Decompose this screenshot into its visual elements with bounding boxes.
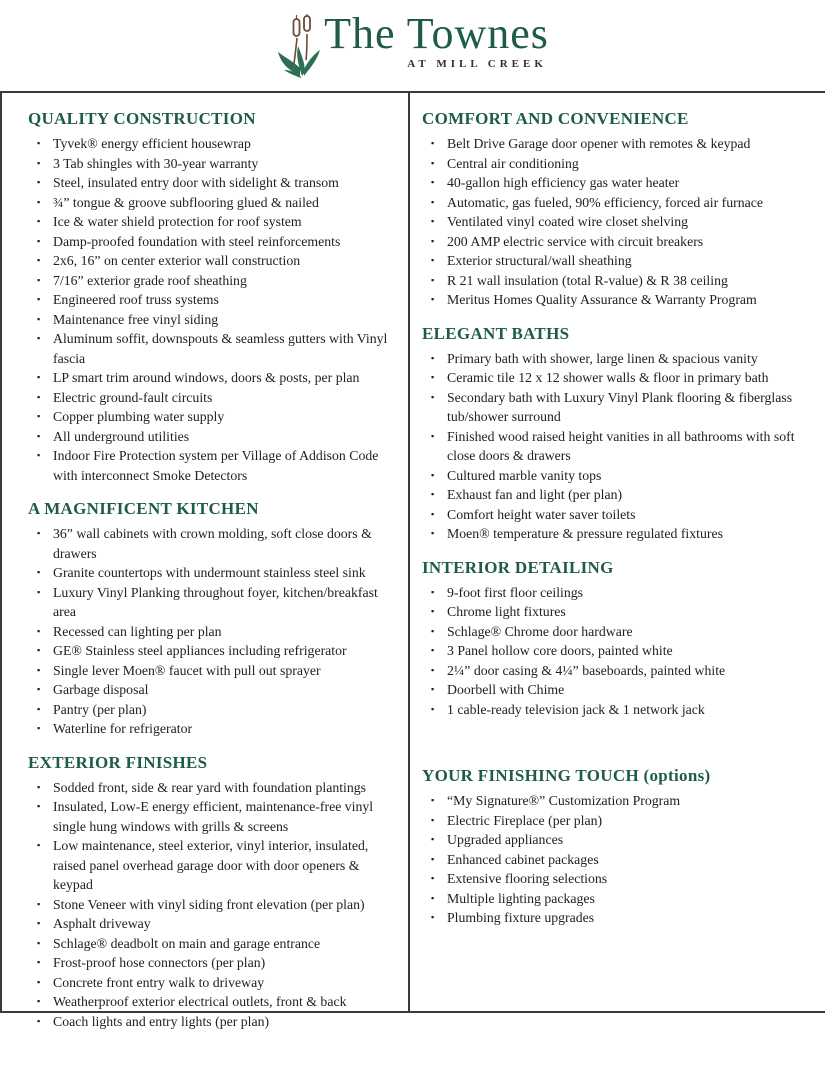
square-bullet-icon: ▪ — [37, 138, 41, 148]
feature-item — [422, 193, 797, 213]
square-bullet-icon: ▪ — [37, 430, 41, 441]
feature-item — [422, 485, 797, 505]
item-text: Granite countertops with undermount stainless steel sink — [53, 565, 366, 580]
feature-item — [422, 583, 797, 603]
square-bullet-icon: ▪ — [431, 684, 435, 694]
item-text: Belt Drive Garage door opener with remotes & keypad — [447, 136, 751, 151]
square-bullet-icon: ▪ — [37, 937, 41, 948]
feature-item — [28, 953, 402, 973]
square-bullet-icon: ▪ — [37, 391, 41, 402]
item-text: Schlage® deadbolt on main and garage entrance — [53, 935, 321, 951]
section-heading: COMFORT AND CONVENIENCE — [422, 109, 689, 128]
feature-item — [28, 583, 402, 622]
item-text: Secondary bath with Luxury Vinyl Plank flooring & fiberglass tub/shower surround — [447, 389, 793, 424]
square-bullet-icon: ▪ — [37, 313, 41, 324]
item-text: Waterline for refrigerator — [53, 721, 193, 736]
square-bullet-icon: ▪ — [431, 216, 435, 226]
feature-item — [28, 680, 402, 700]
item-text: Multiple lighting packages — [447, 890, 595, 906]
section — [28, 498, 402, 739]
column-right — [410, 93, 825, 1011]
square-bullet-icon: ▪ — [431, 372, 435, 382]
feature-item — [28, 329, 402, 368]
feature-list — [422, 791, 797, 928]
square-bullet-icon: ▪ — [431, 664, 435, 675]
item-text: Exterior structural/wall sheathing — [447, 253, 632, 268]
item-text: Copper plumbing water supply — [53, 409, 225, 424]
feature-item — [28, 212, 402, 232]
item-text: 3 Panel hollow core doors, painted white — [447, 643, 673, 658]
feature-item — [28, 427, 402, 447]
square-bullet-icon: ▪ — [431, 508, 435, 519]
feature-item — [28, 251, 402, 271]
square-bullet-icon: ▪ — [37, 840, 41, 850]
square-bullet-icon: ▪ — [431, 138, 435, 148]
item-text: Doorbell with Chime — [447, 682, 565, 697]
section-heading: INTERIOR DETAILING — [422, 557, 614, 577]
item-text: Aluminum soffit, downspouts & seamless gutters with Vinyl fascia — [53, 331, 388, 366]
item-text: 7/16” exterior grade roof sheathing — [53, 272, 247, 288]
item-text: Damp-proofed foundation with steel reinforcements — [53, 233, 341, 249]
feature-item — [28, 154, 402, 174]
feature-item — [28, 622, 402, 642]
feature-item — [28, 914, 402, 934]
feature-item — [422, 290, 797, 310]
feature-item — [422, 889, 797, 909]
item-text: Low maintenance, steel exterior, vinyl interior, insulated, raised panel overhead garage door with door openers & keypad — [53, 838, 369, 892]
feature-item — [422, 154, 797, 174]
square-bullet-icon: ▪ — [37, 450, 41, 460]
feature-item — [422, 680, 797, 700]
section — [422, 557, 797, 720]
square-bullet-icon: ▪ — [37, 177, 41, 187]
feature-item — [28, 797, 402, 836]
item-text: Extensive flooring selections — [447, 871, 608, 886]
square-bullet-icon: ▪ — [37, 255, 41, 265]
item-text: Comfort height water saver toilets — [447, 506, 636, 522]
feature-item — [28, 719, 402, 739]
feature-item — [28, 290, 402, 310]
logo-subtitle: AT MILL CREEK — [407, 58, 547, 70]
item-text: Electric ground-fault circuits — [53, 389, 213, 405]
item-text: Asphalt driveway — [53, 916, 151, 931]
item-text: Recessed can lighting per plan — [53, 623, 222, 639]
item-text: Stone Veneer with vinyl siding front elevation (per plan) — [53, 896, 365, 912]
square-bullet-icon: ▪ — [431, 352, 435, 363]
feature-item — [422, 505, 797, 525]
section — [28, 108, 402, 485]
section-heading: EXTERIOR FINISHES — [28, 752, 208, 772]
feature-item — [28, 232, 402, 252]
feature-item — [422, 869, 797, 889]
feature-columns — [0, 91, 825, 1029]
item-text: Coach lights and entry lights (per plan) — [53, 1013, 270, 1029]
feature-item — [422, 251, 797, 271]
square-bullet-icon: ▪ — [431, 177, 435, 187]
feature-item — [422, 134, 797, 154]
feature-item — [422, 524, 797, 544]
item-text: 2x6, 16” on center exterior wall construction — [53, 253, 301, 268]
item-text: ¾” tongue & groove subflooring glued & nailed — [53, 194, 319, 210]
item-text: Finished wood raised height vanities in all bathrooms with soft close doors & drawers — [447, 428, 795, 463]
square-bullet-icon: ▪ — [431, 606, 435, 616]
item-text: Exhaust fan and light (per plan) — [447, 487, 623, 502]
square-bullet-icon: ▪ — [431, 892, 435, 903]
square-bullet-icon: ▪ — [431, 834, 435, 844]
feature-item — [28, 388, 402, 408]
item-text: Central air conditioning — [447, 155, 579, 171]
item-text: Chrome light fixtures — [447, 604, 566, 619]
item-text: Plumbing fixture upgrades — [447, 910, 595, 925]
square-bullet-icon: ▪ — [37, 918, 41, 928]
feature-item — [28, 193, 402, 213]
item-text: Meritus Homes Quality Assurance & Warranty Program — [447, 292, 757, 307]
square-bullet-icon: ▪ — [37, 235, 41, 246]
square-bullet-icon: ▪ — [431, 586, 435, 597]
square-bullet-icon: ▪ — [37, 957, 41, 967]
section — [422, 765, 797, 928]
item-text: Insulated, Low-E energy efficient, maintenance-free vinyl single hung windows with grills & screens — [53, 799, 374, 834]
item-text: Frost-proof hose connectors (per plan) — [53, 955, 266, 970]
item-text: All underground utilities — [53, 428, 190, 444]
item-text: R 21 wall insulation (total R-value) & R 38 ceiling — [447, 272, 728, 288]
item-text: 9-foot first floor ceilings — [447, 584, 584, 600]
feature-item — [28, 271, 402, 291]
column-left — [2, 93, 410, 1029]
item-text: GE® Stainless steel appliances including refrigerator — [53, 643, 347, 658]
square-bullet-icon: ▪ — [37, 976, 41, 987]
feature-item — [28, 446, 402, 485]
item-text: 3 Tab shingles with 30-year warranty — [53, 155, 259, 171]
square-bullet-icon: ▪ — [431, 853, 435, 864]
feature-item — [422, 271, 797, 291]
feature-item — [422, 388, 797, 427]
item-text: Primary bath with shower, large linen & spacious vanity — [447, 350, 758, 366]
square-bullet-icon: ▪ — [37, 372, 41, 382]
feature-item — [28, 836, 402, 895]
feature-item — [422, 850, 797, 870]
item-text: Ice & water shield protection for roof system — [53, 214, 302, 229]
feature-item — [422, 661, 797, 681]
logo-title: The Townes — [324, 9, 549, 58]
feature-list — [28, 778, 402, 1032]
square-bullet-icon: ▪ — [431, 795, 435, 805]
square-bullet-icon: ▪ — [37, 567, 41, 577]
feature-item — [28, 661, 402, 681]
item-text: Concrete front entry walk to driveway — [53, 974, 265, 990]
item-text: Upgraded appliances — [447, 832, 564, 847]
item-text: Indoor Fire Protection system per Village of Addison Code with interconnect Smoke Detectors — [53, 448, 379, 483]
item-text: Engineered roof truss systems — [53, 292, 219, 307]
feature-item — [28, 778, 402, 798]
feature-item — [28, 973, 402, 993]
feature-item — [422, 830, 797, 850]
feature-item — [422, 368, 797, 388]
feature-item — [422, 173, 797, 193]
item-text: Cultured marble vanity tops — [447, 467, 602, 483]
square-bullet-icon: ▪ — [37, 664, 41, 675]
section — [28, 752, 402, 1032]
feature-item — [422, 811, 797, 831]
square-bullet-icon: ▪ — [431, 489, 435, 499]
item-text: Weatherproof exterior electrical outlets, front & back — [53, 994, 347, 1009]
square-bullet-icon: ▪ — [37, 703, 41, 714]
feature-item — [28, 934, 402, 954]
feature-list — [28, 134, 402, 485]
feature-item — [422, 466, 797, 486]
feature-list — [422, 349, 797, 544]
item-text: Single lever Moen® faucet with pull out sprayer — [53, 662, 321, 678]
square-bullet-icon: ▪ — [37, 294, 41, 304]
square-bullet-icon: ▪ — [431, 912, 435, 922]
item-text: 2¼” door casing & 4¼” baseboards, painted white — [447, 662, 726, 678]
square-bullet-icon: ▪ — [431, 391, 435, 402]
feature-item — [422, 908, 797, 928]
feature-item — [28, 368, 402, 388]
item-text: LP smart trim around windows, doors & posts, per plan — [53, 370, 360, 385]
feature-item — [422, 232, 797, 252]
feature-item — [28, 407, 402, 427]
square-bullet-icon: ▪ — [431, 528, 435, 538]
item-text: Electric Fireplace (per plan) — [447, 812, 603, 828]
item-text: Automatic, gas fueled, 90% efficiency, forced air furnace — [447, 194, 764, 210]
feature-item — [28, 134, 402, 154]
item-text: Luxury Vinyl Planking throughout foyer, kitchen/breakfast area — [53, 584, 378, 619]
square-bullet-icon: ▪ — [37, 196, 41, 207]
square-bullet-icon: ▪ — [37, 645, 41, 655]
square-bullet-icon: ▪ — [431, 274, 435, 285]
section-heading: ELEGANT BATHS — [422, 323, 570, 343]
feature-item — [28, 895, 402, 915]
item-text: Schlage® Chrome door hardware — [447, 623, 633, 639]
square-bullet-icon: ▪ — [37, 801, 41, 811]
square-bullet-icon: ▪ — [431, 255, 435, 265]
square-bullet-icon: ▪ — [37, 996, 41, 1006]
feature-item — [28, 641, 402, 661]
square-bullet-icon: ▪ — [431, 645, 435, 655]
feature-list — [28, 524, 402, 739]
feature-item — [422, 700, 797, 720]
item-text: Ceramic tile 12 x 12 shower walls & floor in primary bath — [447, 370, 769, 385]
square-bullet-icon: ▪ — [37, 411, 41, 421]
section — [422, 108, 797, 310]
square-bullet-icon: ▪ — [431, 625, 435, 636]
feature-item — [422, 427, 797, 466]
section-heading: YOUR FINISHING TOUCH (options) — [422, 766, 711, 785]
square-bullet-icon: ▪ — [431, 469, 435, 480]
logo — [0, 10, 825, 85]
square-bullet-icon: ▪ — [37, 333, 41, 343]
square-bullet-icon: ▪ — [37, 723, 41, 733]
square-bullet-icon: ▪ — [37, 586, 41, 597]
section-heading: QUALITY CONSTRUCTION — [28, 109, 256, 128]
square-bullet-icon: ▪ — [431, 873, 435, 883]
feature-item — [28, 524, 402, 563]
square-bullet-icon: ▪ — [431, 430, 435, 441]
square-bullet-icon: ▪ — [37, 684, 41, 694]
feature-item — [422, 622, 797, 642]
square-bullet-icon: ▪ — [37, 528, 41, 538]
cattail-icon — [276, 14, 322, 85]
item-text: “My Signature®” Customization Program — [447, 793, 681, 808]
feature-item — [422, 791, 797, 811]
feature-list — [422, 583, 797, 720]
feature-item — [28, 173, 402, 193]
item-text: Sodded front, side & rear yard with foundation plantings — [53, 779, 367, 795]
item-text: 1 cable-ready television jack & 1 network jack — [447, 701, 705, 717]
feature-item — [422, 349, 797, 369]
item-text: Steel, insulated entry door with sidelight & transom — [53, 175, 339, 190]
feature-item — [422, 602, 797, 622]
square-bullet-icon: ▪ — [431, 235, 435, 246]
square-bullet-icon: ▪ — [431, 294, 435, 304]
square-bullet-icon: ▪ — [37, 274, 41, 285]
item-text: Maintenance free vinyl siding — [53, 311, 219, 327]
feature-item — [28, 992, 402, 1012]
square-bullet-icon: ▪ — [37, 157, 41, 168]
feature-item — [422, 212, 797, 232]
feature-item — [28, 563, 402, 583]
item-text: 200 AMP electric service with circuit breakers — [447, 233, 704, 249]
square-bullet-icon: ▪ — [431, 157, 435, 168]
item-text: Moen® temperature & pressure regulated fixtures — [447, 526, 723, 541]
item-text: Garbage disposal — [53, 682, 149, 697]
feature-item — [28, 310, 402, 330]
feature-item — [422, 641, 797, 661]
square-bullet-icon: ▪ — [431, 814, 435, 825]
item-text: Pantry (per plan) — [53, 701, 147, 717]
square-bullet-icon: ▪ — [37, 625, 41, 636]
square-bullet-icon: ▪ — [431, 703, 435, 714]
feature-item — [28, 1012, 402, 1032]
item-text: Tyvek® energy efficient housewrap — [53, 136, 251, 151]
item-text: Enhanced cabinet packages — [447, 851, 599, 867]
section — [422, 323, 797, 544]
section-heading: A MAGNIFICENT KITCHEN — [28, 499, 259, 518]
square-bullet-icon: ▪ — [37, 898, 41, 909]
logo-text — [324, 10, 549, 70]
feature-list — [422, 134, 797, 310]
square-bullet-icon: ▪ — [37, 781, 41, 792]
feature-item — [28, 700, 402, 720]
square-bullet-icon: ▪ — [431, 196, 435, 207]
square-bullet-icon: ▪ — [37, 216, 41, 226]
item-text: 40-gallon high efficiency gas water heater — [447, 175, 680, 190]
square-bullet-icon: ▪ — [37, 1015, 41, 1026]
item-text: Ventilated vinyl coated wire closet shelving — [447, 214, 688, 229]
item-text: 36” wall cabinets with crown molding, soft close doors & drawers — [53, 526, 372, 561]
